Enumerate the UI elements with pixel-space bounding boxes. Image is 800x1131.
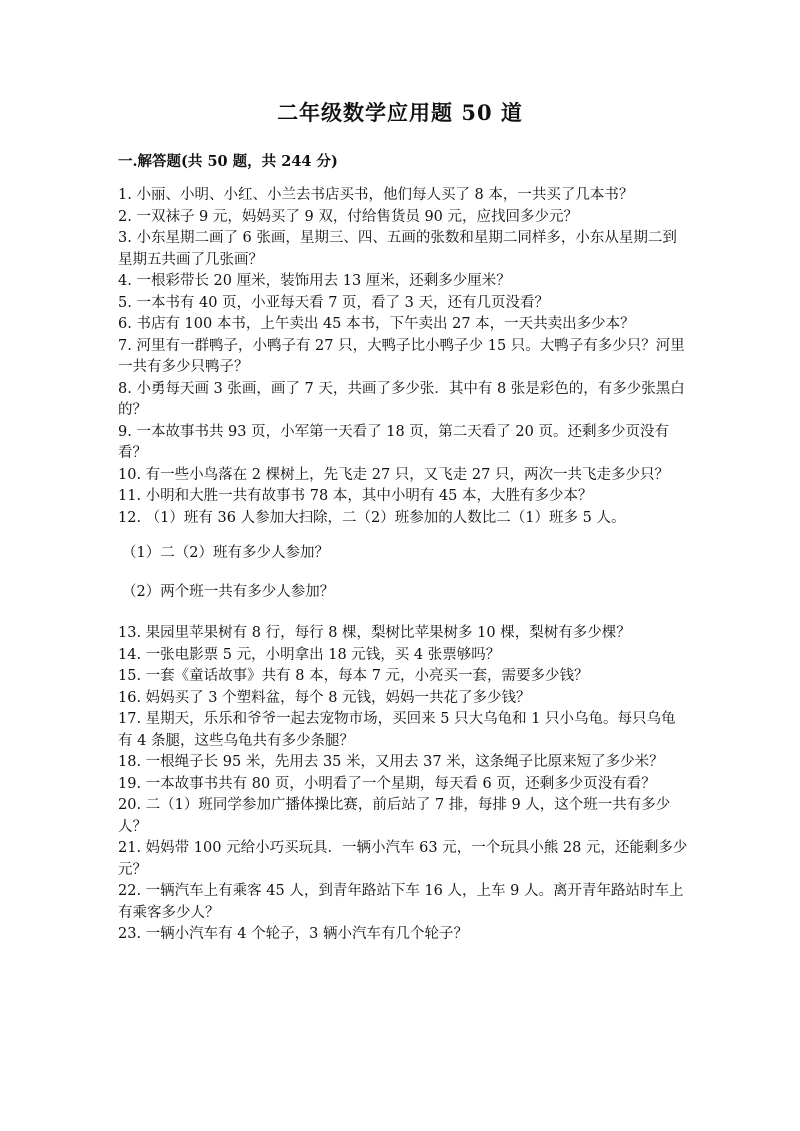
question-item: 16. 妈妈买了 3 个塑料盆，每个 8 元钱，妈妈一共花了多少钱？ [118, 689, 531, 706]
section-heading: 一.解答题(共 50 题，共 244 分) [118, 153, 338, 170]
question-item: 18. 一根绳子长 95 米，先用去 35 米，又用去 37 米，这条绳子比原来短了多少米？ [118, 754, 664, 770]
question-item: 23. 一辆小汽车有 4 个轮子，3 辆小汽车有几个轮子？ [118, 926, 468, 942]
question-item: 13. 果园里苹果树有 8 行，每行 8 棵，梨树比苹果树多 10 棵，梨树有多少棵？ [118, 625, 631, 641]
sub-question-item: （2）两个班一共有多少人参加？ [122, 583, 335, 600]
question-item: 15. 一套《童话故事》共有 8 本，每本 7 元，小亮买一套，需要多少钱？ [118, 668, 589, 684]
question-item: 20. 二（1）班同学参加广播体操比赛，前后站了 7 排，每排 9 人，这个班一共有多少人？ [118, 797, 671, 835]
question-item: 1. 小丽、小明、小红、小兰去书店买书，他们每人买了 8 本，一共买了几本书？ [118, 187, 634, 203]
question-item: 8. 小勇每天画 3 张画，画了 7 天，共画了多少张．其中有 8 张是彩色的，有多少张黑白的？ [118, 380, 685, 418]
question-item: 21. 妈妈带 100 元给小巧买玩具．一辆小汽车 63 元，一个玩具小熊 28 元，还能剩多少元？ [118, 840, 688, 878]
question-item: 10. 有一些小鸟落在 2 棵树上，先飞走 27 只，又飞走 27 只，两次一共飞走多少只？ [118, 466, 669, 483]
question-item: 19. 一本故事书共有 80 页，小明看了一个星期，每天看 6 页，还剩多少页没有看？ [118, 775, 656, 792]
question-item: 22. 一辆汽车上有乘客 45 人，到青年路站下车 16 人，上车 9 人。离开青年路站时车上有乘客多少人？ [118, 883, 684, 921]
question-item: 17. 星期天，乐乐和爷爷一起去宠物市场，买回来 5 只大乌龟和 1 只小乌龟。每只乌龟有 4 条腿，这些乌龟共有多少条腿？ [118, 711, 676, 749]
question-item: 6. 书店有 100 本书，上午卖出 45 本书，下午卖出 27 本，一天共卖出多少本？ [118, 316, 635, 332]
question-item: 3. 小东星期二画了 6 张画，星期三、四、五画的张数和星期二同样多，小东从星期二到星期五共画了几张画？ [118, 230, 677, 268]
question-item: 12. （1）班有 36 人参加大扫除，二（2）班参加的人数比二（1）班多 5 人。 [118, 509, 626, 526]
question-item: 5. 一本书有 40 页，小亚每天看 7 页，看了 3 天，还有几页没看？ [118, 294, 549, 311]
question-item: 7. 河里有一群鸭子，小鸭子有 27 只，大鸭子比小鸭子少 15 只。大鸭子有多少只？河里一共有多少只鸭子？ [118, 337, 685, 375]
question-list [118, 185, 688, 946]
page-title: 二年级数学应用题 50 道 [277, 100, 523, 125]
sub-question-item: （1）二（2）班有多少人参加？ [122, 545, 329, 561]
question-item: 2. 一双袜子 9 元，妈妈买了 9 双，付给售货员 90 元，应找回多少元？ [118, 208, 578, 225]
question-item: 11. 小明和大胜一共有故事书 78 本，其中小明有 45 本，大胜有多少本？ [118, 488, 593, 504]
question-item: 4. 一根彩带长 20 厘米，装饰用去 13 厘米，还剩多少厘米？ [118, 273, 511, 289]
question-item: 14. 一张电影票 5 元，小明拿出 18 元钱，买 4 张票够吗？ [118, 646, 501, 663]
question-item: 9. 一本故事书共 93 页，小军第一天看了 18 页，第二天看了 20 页。还剩多少页没有看？ [118, 423, 669, 461]
